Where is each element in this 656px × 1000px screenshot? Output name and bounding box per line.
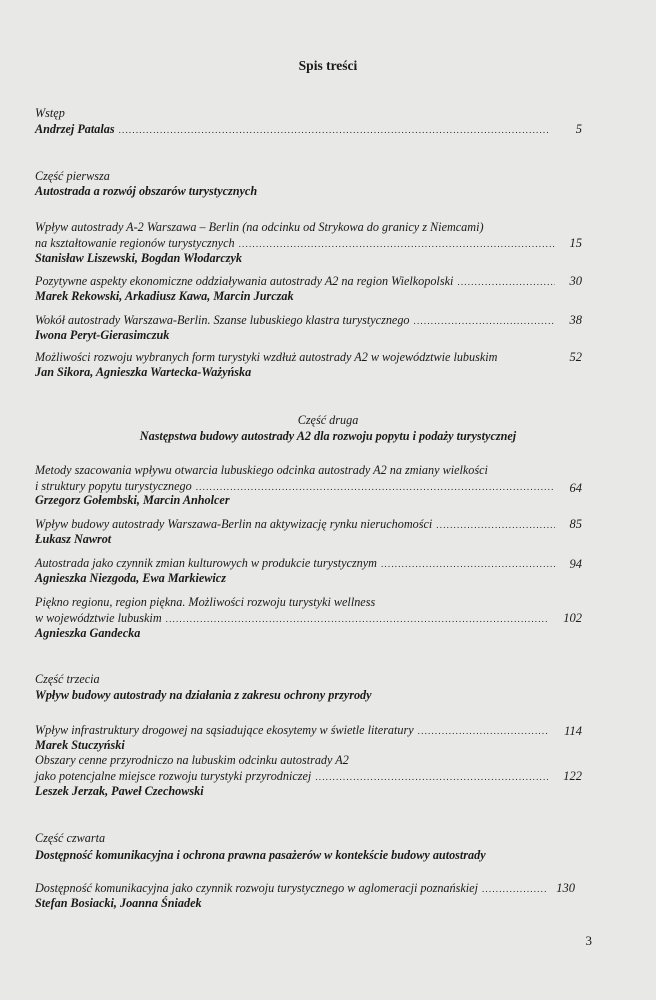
entry-title-line1: Wpływ budowy autostrady Warszawa-Berlin na aktywizację rynku nieruchomości <box>35 517 433 531</box>
entry-authors: Jan Sikora, Agnieszka Wartecka-Ważyńska <box>35 365 252 379</box>
entry-title[interactable]: Wpływ autostrady A-2 Warszawa – Berlin (na odcinku od Strykowa do granicy z Niemcami) <box>35 220 484 234</box>
entry-title[interactable] <box>35 313 559 329</box>
leader-dots <box>457 275 555 290</box>
entry-authors: Leszek Jerzak, Paweł Czechowski <box>35 784 204 798</box>
entry-authors: Agnieszka Niezgoda, Ewa Markiewicz <box>35 571 226 585</box>
entry-title[interactable]: Możliwości rozwoju wybranych form turystyki wzdłuż autostrady A2 w województwie lubuskim <box>35 350 498 364</box>
part2-label: Część druga <box>297 413 359 427</box>
page-title: Spis treści <box>298 58 358 73</box>
page-number: 38 <box>569 313 582 327</box>
page-number: 52 <box>569 350 582 364</box>
entry-title-line1: Wokół autostrady Warszawa-Berlin. Szanse lubuskiego klastra turystycznego <box>35 313 410 327</box>
part1-label: Część pierwsza <box>35 169 110 183</box>
entry-title-line2: jako potencjalne miejsce rozwoju turystyki przyrodniczej <box>35 769 312 783</box>
entry-title[interactable]: Piękno regionu, region piękna. Możliwości rozwoju turystyki wellness <box>35 595 376 609</box>
entry-authors: Stefan Bosiacki, Joanna Śniadek <box>35 896 202 910</box>
entry-authors: Grzegorz Gołembski, Marcin Anholcer <box>35 493 230 507</box>
part4-label: Część czwarta <box>35 831 106 845</box>
leader-dots <box>239 237 555 252</box>
leader-dots <box>119 123 548 138</box>
entry-title[interactable] <box>35 881 552 897</box>
entry-authors: Łukasz Nawrot <box>35 532 112 546</box>
entry-title-line1: Dostępność komunikacyjna jako czynnik rozwoju turystycznego w aglomeracji poznańskiej <box>35 881 478 895</box>
page-folio: 3 <box>585 933 592 948</box>
entry-authors: Agnieszka Gandecka <box>35 626 141 640</box>
entry-title[interactable] <box>35 274 559 290</box>
intro-entry[interactable] <box>35 122 552 138</box>
part1-title: Autostrada a rozwój obszarów turystycznych <box>35 184 258 198</box>
entry-title[interactable] <box>35 517 559 533</box>
entry-title-cont[interactable] <box>35 236 559 252</box>
page-number: 64 <box>569 481 582 495</box>
page-number: 114 <box>564 724 582 738</box>
part2-title: Następstwa budowy autostrady A2 dla rozwoju popytu i podaży turystycznej <box>139 429 517 443</box>
page-number: 102 <box>563 611 582 625</box>
page-number: 5 <box>575 122 582 136</box>
leader-dots <box>381 557 555 572</box>
entry-authors: Iwona Peryt-Gierasimczuk <box>35 328 170 342</box>
entry-title[interactable]: Obszary cenne przyrodniczo na lubuskim odcinku autostrady A2 <box>35 753 349 767</box>
page-number: 122 <box>563 769 582 783</box>
leader-dots <box>418 724 548 739</box>
entry-title-line2: w województwie lubuskim <box>35 611 162 625</box>
entry-title-line2: i struktury popytu turystycznego <box>35 479 192 493</box>
entry-title-cont[interactable] <box>35 611 552 627</box>
entry-authors: Stanisław Liszewski, Bogdan Włodarczyk <box>35 251 243 265</box>
leader-dots <box>315 770 548 785</box>
leader-dots <box>196 480 555 495</box>
page-number: 94 <box>569 557 582 571</box>
entry-title-line2: na kształtowanie regionów turystycznych <box>35 236 235 250</box>
entry-title-line1: Autostrada jako czynnik zmian kulturowych w produkcie turystycznym <box>35 556 377 570</box>
leader-dots <box>436 518 555 533</box>
leader-dots <box>414 314 555 329</box>
entry-title[interactable] <box>35 723 552 739</box>
entry-title-cont[interactable] <box>35 769 552 785</box>
intro-author: Andrzej Patalas <box>35 122 115 136</box>
page-number: 85 <box>569 517 582 531</box>
page-number: 130 <box>556 881 575 895</box>
part3-label: Część trzecia <box>35 672 100 686</box>
intro-label: Wstęp <box>35 106 65 120</box>
part3-title: Wpływ budowy autostrady na działania z zakresu ochrony przyrody <box>35 688 372 702</box>
page-number: 30 <box>569 274 582 288</box>
leader-dots <box>166 612 548 627</box>
entry-title[interactable]: Metody szacowania wpływu otwarcia lubuskiego odcinka autostrady A2 na zmiany wielkości <box>35 463 488 477</box>
entry-authors: Marek Rekowski, Arkadiusz Kawa, Marcin Jurczak <box>35 289 294 303</box>
part4-title: Dostępność komunikacyjna i ochrona prawna pasażerów w kontekście budowy autostrady <box>35 848 486 862</box>
entry-title[interactable] <box>35 556 559 572</box>
page-number: 15 <box>569 236 582 250</box>
entry-title-line1: Pozytywne aspekty ekonomiczne oddziaływania autostrady A2 na region Wielkopolski <box>35 274 454 288</box>
entry-title-line1: Wpływ infrastruktury drogowej na sąsiadujące ekosytemy w świetle literatury <box>35 723 414 737</box>
entry-authors: Marek Stuczyński <box>35 738 125 752</box>
